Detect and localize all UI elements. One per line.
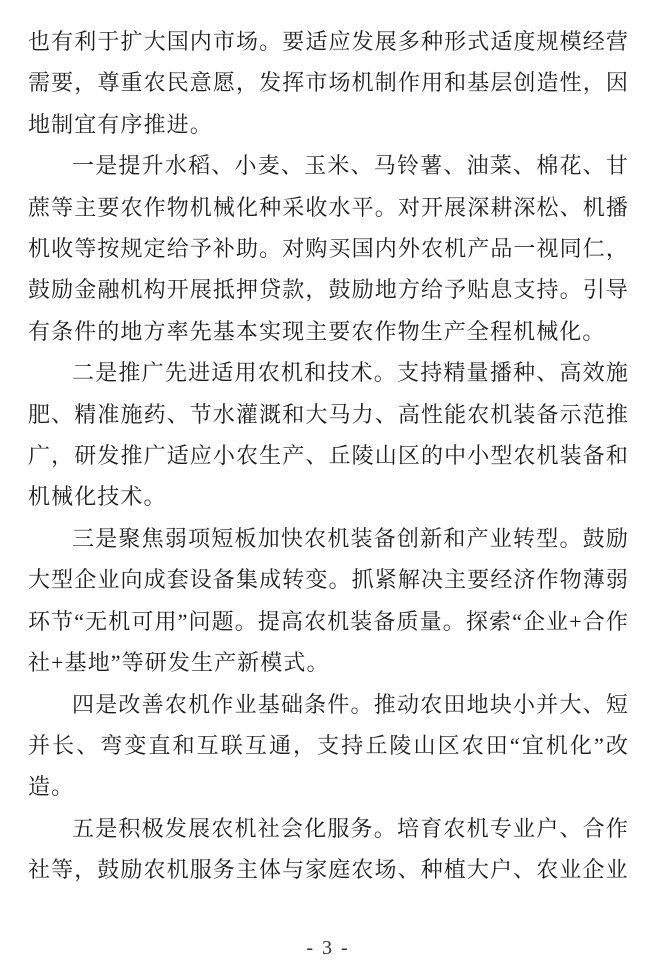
paragraph-continuation: 也有利于扩大国内市场。要适应发展多种形式适度规模经营需要，尊重农民意愿，发挥市场机制作用和基层创造性，因地制宜有序推进。 <box>28 29 629 137</box>
page-number: - 3 - <box>306 937 350 959</box>
document-body <box>28 21 629 891</box>
paragraph-item-2: 二是推广先进适用农机和技术。支持精量播种、高效施肥、精准施药、节水灌溉和大马力、高性能农机装备示范推广，研发推广适应小农生产、丘陵山区的中小型农机装备和机械化技术。 <box>28 360 629 510</box>
paragraph-item-5: 五是积极发展农机社会化服务。培育农机专业户、合作社等，鼓励农机服务主体与家庭农场、种植大户、农业企业 <box>28 815 629 883</box>
paragraph-item-1: 一是提升水稻、小麦、玉米、马铃薯、油菜、棉花、甘蔗等主要农作物机械化种采收水平。对开展深耕深松、机播机收等按规定给予补助。对购买国内外农机产品一视同仁，鼓励金融机构开展抵押贷款，鼓励地方给予贴息支持。引导有条件的地方率先基本实现主要农作物生产全程机械化。 <box>28 153 629 344</box>
paragraph-item-4: 四是改善农机作业基础条件。推动农田地块小并大、短并长、弯变直和互联互通，支持丘陵山区农田“宜机化”改造。 <box>28 691 629 800</box>
paragraph-item-3: 三是聚焦弱项短板加快农机装备创新和产业转型。鼓励大型企业向成套设备集成转变。抓紧解决主要经济作物薄弱环节“无机可用”问题。提高农机装备质量。探索“企业+合作社+基地”等研发生产新模式。 <box>28 525 629 676</box>
